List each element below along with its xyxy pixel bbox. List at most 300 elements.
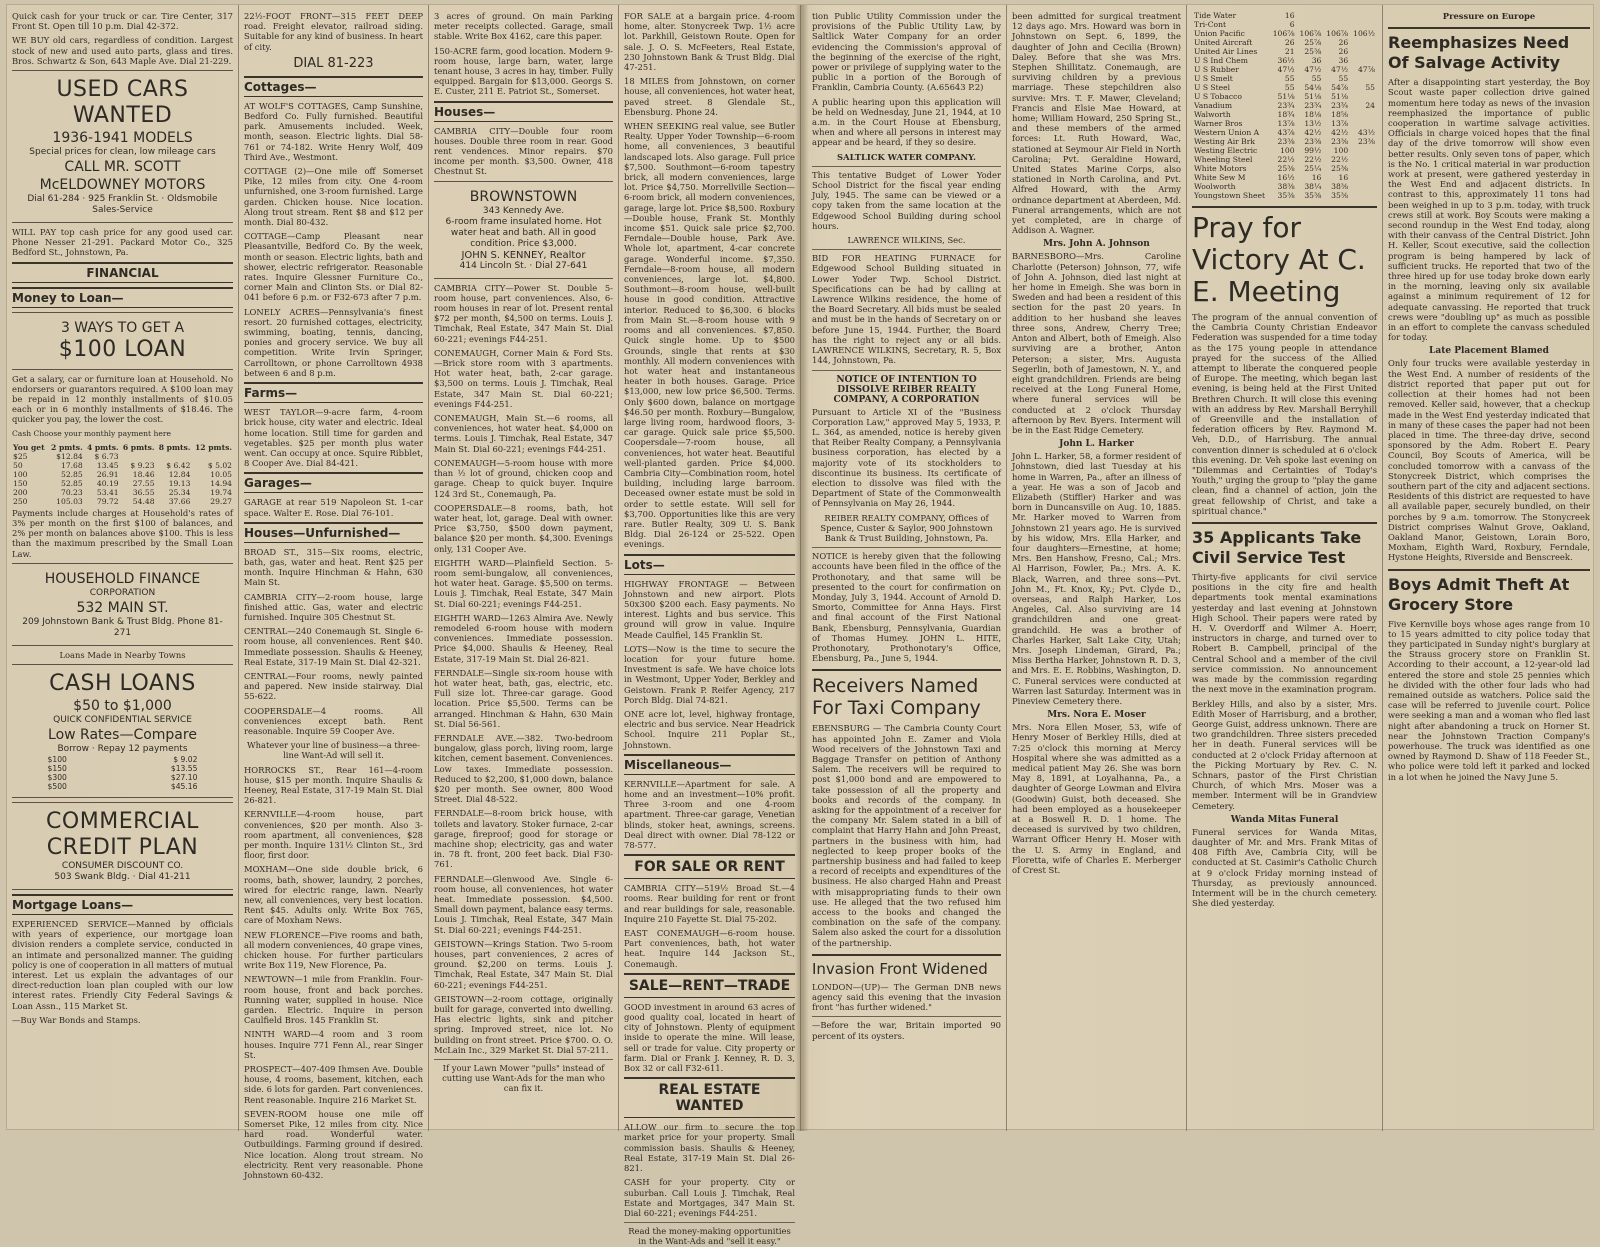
brownstown-realtor: JOHN S. KENNEY, Realtor: [461, 249, 586, 261]
farms-heading: Farms—: [244, 382, 423, 403]
rate-row: [12, 497, 233, 506]
table-cell: 16½: [1277, 173, 1295, 182]
stock-row: [1192, 164, 1377, 173]
classified-ad: CAMBRIA CITY—519½ Broad St.—4 rooms. Rear building for rent or front and rear buildings for sale, reasonable. Inquire 210 Fayette St. Dial 75-202.: [624, 883, 795, 924]
table-cell: 8 pmts.: [158, 442, 191, 452]
table-cell: [1350, 182, 1377, 191]
table-cell: 23⅜: [1304, 137, 1322, 146]
table-cell: [1350, 20, 1377, 29]
loan-text: Get a salary, car or furniture loan at Household. No endorsers or guarantors required. A $100 loan may be repaid in 12 monthly installments of $10.05 each or in 6 monthly installments of $18.46. The quicker you pay, the lower the cost.: [12, 373, 233, 425]
dissolution-heading: NOTICE OF INTENTION TO DISSOLVE REIBER REALTY COMPANY, A CORPORATION: [833, 374, 980, 405]
table-cell: $ 6.73: [94, 451, 119, 461]
stock-row: [1192, 128, 1377, 137]
table-cell: 47⅞: [1357, 65, 1375, 74]
table-cell: 54.48: [132, 496, 155, 506]
table-cell: 36: [1311, 56, 1322, 65]
stock-row: [1192, 20, 1377, 29]
table-cell: U S Ind Chem: [1194, 56, 1248, 65]
table-cell: Western Union A: [1194, 128, 1260, 137]
column-real-estate: [619, 5, 801, 1247]
borrow-row: [47, 773, 199, 782]
classified-ad: NEWTOWN—1 mile from Franklin. Four-room house, front and back porches. Running water, supplied in house. Nice garden. Electric. Inquire in person Caulfield Bros. 145 Franklin St.: [244, 974, 423, 1026]
classified-ad: CENTRAL—240 Conemaugh St. Single 6-room house, all conveniences. Rent $40. Immediate possession. Shaulis & Heeney, Real Estate, 317-19 Main St. Dial 42-321.: [244, 626, 423, 667]
table-cell: 35⅜: [1277, 191, 1295, 200]
table-cell: [1350, 56, 1377, 65]
cash-loans-service: QUICK CONFIDENTIAL SERVICE: [53, 715, 192, 726]
stock-row: [1192, 173, 1377, 182]
used-cars-title2: WANTED: [72, 103, 173, 129]
legal-notice: BID FOR HEATING FURNACE for Edgewood School Building situated in Lower Yoder Twp. School District. Specifications can be had by calling at Lawrence Wilkins residence, the home of the Board Secretary. All bids must be sealed and must be in the hands of Secretary on or before June 15, 1944. Further, the Board has the right to reject any or all bids. LAWRENCE WILKINS, Secretary, R. 5, Box 144, Johnstown, Pa.: [812, 253, 1001, 366]
table-cell: 106⅞: [1326, 29, 1349, 38]
saltlick-signature: SALTLICK WATER COMPANY.: [837, 151, 976, 162]
article-body: Funeral services for Wanda Mitas, daughter of Mr. and Mrs. Frank Mitas of 408 Fifth Ave, Cambria City, will be conducted at St. Casimir's Catholic Church at 9 o'clock Friday morning instead of Thursday, as previously announced. Interment will be in the church cemetery. She died yesterday.: [1192, 826, 1377, 909]
table-cell: You get: [13, 442, 45, 452]
classified-ad: 3 acres of ground. On main Parking meter receipts collected. Garage, small stable. Write Box 4162, care this paper.: [434, 11, 613, 42]
classified-ad: CONEMAUGH—5-room house with more than ½ lot of ground, chicken coop and garage. Cheap to quick buyer. Inquire 124 3rd St., Conemaugh, Pa.: [434, 457, 613, 499]
article-body: The program of the annual convention of the Cambria County Christian Endeavor Federation was suspended for a time today as the 175 young people in attendance prayed for the success of the Allied attempt to liberate the conquered people of Europe. The meeting, which began last evening, is being held at the First United Brethren Church. It will close this evening with an address by Rev. Marshall Berryhill of Greenville and the installation of federation officers by Rev. Raymond M. Veh, D.D., of Harrisburg. The annual convention dinner is scheduled at 6 o'clock this evening. Dr. Veh spoke last evening on "Dilemmas and Certainties of Today's Youth," urging the group to "play the game clean, find a channel of action, join the great fellowship of Christ, and take a spiritual chance.": [1192, 312, 1377, 516]
table-cell: $150: [47, 764, 67, 774]
classified-ad: KERNVILLE—Apartment for sale. A home and an investment—10% profit. Three 3-room and one 4-room apartment. Three-car garage, Venetian blinds, stoker heat, awnings, screens. Deal direct with owner. Dial 78-122 or 78-577.: [624, 778, 795, 851]
classified-ad: BROAD ST., 315—Six rooms, electric, bath, gas, water and heat. Rent $25 per month. Inquire Hinchman & Hahn, 630 Main St.: [244, 546, 423, 588]
table-cell: 23⅜: [1331, 137, 1349, 146]
reiber-signature: REIBER REALTY COMPANY, Offices of Spence, Custer & Saylor, 900 Johnstown Bank & Trust Building, Johnstown, Pa.: [820, 512, 993, 543]
classified-ad: FERNDALE—Glenwood Ave. Single 6-room house, all conveniences, hot water heat. Immediate possession. $4,500. Small down payment, balance easy terms. Louis J. Timchak, Real Estate, 347 Main St. Dial 60-221; evenings F44-251.: [434, 873, 613, 935]
brownstown-ad: [434, 181, 613, 279]
mitas-heading: Wanda Mitas Funeral: [1230, 814, 1339, 825]
column-classifieds-finance: [7, 5, 239, 1131]
table-cell: Tide Water: [1194, 11, 1237, 20]
table-cell: 22½: [1331, 155, 1349, 164]
divider: [812, 370, 1001, 371]
table-cell: Tri-Cont: [1194, 20, 1227, 29]
table-cell: 16: [1311, 173, 1322, 182]
table-cell: $ 9.02: [173, 755, 198, 765]
table-cell: [1350, 47, 1377, 56]
table-cell: [1350, 191, 1377, 200]
household-name: HOUSEHOLD FINANCE: [44, 570, 201, 587]
column-houses-for-sale: [429, 5, 619, 1131]
late-placement-heading: Late Placement Blamed: [1429, 346, 1549, 357]
classified-ad: EIGHTH WARD—1263 Almira Ave. Newly remodeled 6-room house with modern conveniences. Immediate possession. Price $4,000. Shaulis & Heeney, Real Estate, 317-19 Main St. Dial 26-821.: [434, 612, 613, 664]
cash-loans-range: $50 to $1,000: [73, 698, 172, 715]
table-cell: 100: [1280, 146, 1295, 155]
three-ways-line: 3 WAYS TO GET A: [60, 319, 185, 336]
column-local-news: [1383, 5, 1595, 1131]
headline-fragment: Pressure on Europe: [1442, 11, 1536, 21]
used-cars-ad: [12, 70, 233, 223]
table-cell: 38⅜: [1331, 182, 1349, 191]
stock-row: [1192, 92, 1377, 101]
loan-rate-table: [12, 443, 233, 506]
classified-ad: COTTAGE (2)—One mile off Somerset Pike, 12 miles from city. One 4-room unfurnished, one 3-room furnished. Large garden. Chicken house. Nice location. Along trout stream. Rent $8 and $12 per month. Dial 80-432.: [244, 166, 423, 228]
classified-ad: FERNDALE—8-room brick house, with toilets and lavatory. Stoker furnace, 2-car garage, fireproof; good for storage or machine shop; electricity, gas and water in. 78 ft. front, 200 feet back. Dial F30-761.: [434, 808, 613, 870]
mortgage-text: EXPERIENCED SERVICE—Manned by officials with years of experience, our mortgage loan division renders a complete service, conducted in an intimate and personalized manner. The guiding policy is one of cooperation in all matters of mutual interest. Let us explain the advantages of our direct-reduction loan plan coupled with our low interest rates. Friendly City Federal Savings & Loan Assn., 115 Market St.: [12, 919, 233, 1011]
classified-ad: ALLOW our firm to secure the top market price for your property. Small commission basis. Shaulis & Heeney, Real Estate, 317-19 Main St. Dial 26-821.: [624, 1122, 795, 1174]
classified-ad: CONEMAUGH, Main St.—6 rooms, all conveniences, hot water heat. $4,000 on terms. Louis J. Timchak, Real Estate, 347 Main St. Dial 60-221; evenings F44-251.: [434, 413, 613, 454]
stock-row: [1192, 101, 1377, 110]
table-cell: 79.72: [96, 496, 119, 506]
table-cell: $25: [13, 451, 28, 461]
rate-row: [12, 452, 233, 461]
table-cell: 27.55: [132, 478, 155, 488]
article-body: Mrs. Nora Ellen Moser, 53, wife of Henry Moser of Berkley Hills, died at 7:25 o'clock this morning at Mercy Hospital where she was admitted as a medical patient May 26. She was born May 8, 1891, at Loyalhanna, Pa., a daughter of George Lowman and Elvira (Goodwin) Guist, both deceased. She had been employed as a housekeeper at a Boswell R. D. 1 home. The deceased is survived by two children, Warrant Officer Henry H. Moser with the U. S. Army in England, and Floretta, wife of Charles E. Merberger of Crest St.: [1012, 722, 1181, 876]
article-body: John L. Harker, 58, a former resident of Johnstown, died last Tuesday at his home in Warren, Pa., after an illness of a year. He was a son of Jacob and Elizabeth (Stiffler) Harker and was born in Duncansville on Aug. 10, 1885. Mr. Harker moved to Warren from Johnstown 21 years ago. He is survived by his widow, Mrs. Ella Harker, and four daughters—Ernestine, at home; Mrs. Ben Hanshow, Fresno, Cal.; Mrs. Al Harrison, Fowler, Pa.; Mrs. A. K. Black, Warren, and three sons—Pvt. John M., Ft. Knox, Ky.; Pvt. Clyde D., overseas, and Ralph Harker, Los Angeles, Cal. Also surviving are 14 grandchildren and one great-grandchild. He was a brother of Charles Harker, Salt Lake City, Utah; Mrs. Joseph Lindeman, Girard, Pa.; Miss Bertha Harker, Johnstown R. D. 3, and Mrs. E. E. Robbins, Washington, D. C. Funeral services were conducted at Warren last Saturday. Interment was in Pineview Cemetery there.: [1012, 451, 1181, 706]
financial-heading: FINANCIAL: [12, 262, 233, 283]
table-cell: $45.16: [170, 782, 198, 792]
commercial-title: COMMERCIAL: [46, 809, 199, 835]
legal-notice: tion Public Utility Commission under the provisions of the Public Utility Law, by Saltlick Water Company for an order evidencing the Commission's approval of the beginning of the exercise of the right, power or privilege of supplying water to the public in a portion of the Borough of Franklin, Cambria County. (A.65643 P.2): [812, 11, 1001, 93]
borrow-row: [47, 782, 199, 791]
table-cell: 106⅞: [1272, 29, 1295, 38]
table-cell: White Motors: [1194, 164, 1247, 173]
classified-ad: FOR SALE at a bargain price. 4-room home, alter. Stonycreek Twp. 1½ acre lot. Parkhill, Geistown Route. Open for sale. J. O. S. McFeeters, Real Estate, 230 Johnstown Bank & Trust Bldg. Dial 47-251.: [624, 11, 795, 73]
legal-notice: A public hearing upon this application will be held on Wednesday, June 21, 1944, at 10 a.m. in the Court House at Ebensburg, when and where all persons in interest may appear and be heard, if they so desire.: [812, 96, 1001, 148]
borrow-row: [47, 755, 199, 764]
table-cell: 47½: [1277, 65, 1295, 74]
classified-ad: SEVEN-ROOM house one mile off Somerset Pike, 12 miles from city. Nice hard road. Wonderful water. Outbuildings. Farming ground if desired. Nice location. Along trout stream. No electricity. Rent very reasonable. Phone Johnstown 60-432.: [244, 1108, 423, 1181]
stock-row: [1192, 29, 1377, 38]
table-cell: 70.23: [60, 487, 83, 497]
table-cell: 99½: [1304, 146, 1322, 155]
stock-row: [1192, 119, 1377, 128]
table-cell: 23⅜: [1277, 137, 1295, 146]
legal-notice: This tentative Budget of Lower Yoder School District for the fiscal year ending July, 1945. The same can be viewed or a copy taken from the same location at the Edgewood School Building during school hours.: [812, 169, 1001, 231]
table-cell: 12.84: [168, 469, 191, 479]
real-estate-wanted-heading: REAL ESTATE WANTED: [624, 1077, 795, 1118]
table-cell: [1350, 92, 1377, 101]
stock-row: [1192, 56, 1377, 65]
table-cell: 16: [1284, 11, 1295, 20]
table-cell: 52.85: [60, 478, 83, 488]
table-cell: White Sew M: [1194, 173, 1246, 182]
table-cell: 36: [1338, 56, 1349, 65]
table-cell: 10.05: [210, 469, 232, 479]
table-cell: U S Tobacco: [1194, 92, 1242, 101]
table-cell: Warner Bros: [1194, 119, 1243, 128]
want-ad-tip: Whatever your line of business—a three-line Want-Ad will sell it.: [247, 740, 420, 761]
table-cell: $ 9.23: [130, 460, 155, 470]
table-cell: 18⅝: [1331, 110, 1349, 119]
classified-ad: KERNVILLE—4-room house, part conveniences, $20 per month. Also 3-room apartment, all conveniences, $28 per month. Inquire 131½ Clinton St., 3rd floor, first door.: [244, 809, 423, 861]
cash-loans-ad: [12, 664, 233, 798]
classified-ad: COOPERSDALE—4 rooms. All conveniences except bath. Rent reasonable. Inquire 59 Cooper Ave.: [244, 705, 423, 736]
classified-ad: COOPERSDALE—8 rooms, bath, hot water heat, lot, garage. Deal with owner. Price $3,750, $500 down payment, balance $20 per month. $4,300. Evenings only, 131 Cooper Ave.: [434, 502, 613, 554]
commercial-credit-ad: [12, 802, 233, 890]
column-rentals: [239, 5, 429, 1181]
table-cell: [120, 452, 156, 461]
table-cell: 51⅛: [1277, 92, 1295, 101]
table-cell: [1323, 11, 1350, 20]
rate-row: [12, 488, 233, 497]
classified-ad: LONELY ACRES—Pennsylvania's finest resort. 20 furnished cottages, electricity, swimming, boating, tennis, dancing, ponies and grocery service. We buy all competition. Write Irvin Springer, Carrolltown, or phone Carrolltown 4938 between 6 and 8 p.m.: [244, 306, 423, 378]
table-cell: United Air Lines: [1194, 47, 1258, 56]
table-cell: 13½: [1304, 119, 1322, 128]
classified-ad: GARAGE at rear 519 Napoleon St. 1-car space. Walter E. Rose. Dial 76-101.: [244, 497, 423, 518]
brownstown-title: BROWNSTOWN: [469, 188, 578, 205]
stock-row: [1192, 155, 1377, 164]
payment-text: Payments include charges at Household's rates of 3% per month on the first $100 of balances, and 2% per month on balances above $100. This is less than the maximum prescribed by the Small Loan Law.: [12, 507, 233, 559]
butler-realty-ad: WHEN SEEKING real value, see Butler Realty. Upper Yoder Township—6-room home, all conveniences, 3 beautiful landscaped lots. Also garage. Full price $7,500. Southmont—6-room tapestry brick, all modern conveniences, large lot. Price $4,750. Morrellville Section—6-room brick, all modern conveniences, garage, large lot. Price $8,500. Roxbury—Double house, Frank St. Monthly income $51. Quick sale price $2,700. Ferndale—Double house, Park Ave. Whole lot, apartment, 4-car concrete garage. Wonderful income. $7,350. Ferndale—8-room house, all modern conveniences, large lot. $4,800. Southmont—8-room house, well-built house in good condition. Attractive interior. Reduced to $6,300. 6 blocks from Main St.—8-room house with 9 rooms and all conveniences. $7,850. Quick single home. Up to $500 Grounds, single that rents at $30 monthly. All modern conveniences with hot water heat and instantaneous heater in both houses. Garage. Price $13,000, new low price $6,500. Terms. Only $600 down, balance on mortgage $46.50 per month. Roxbury—Bungalow, large living room, hardwood floors, 3-car garage. Quick sale price $5,500. Coopersdale—7-room house, all conveniences, hot water heat. Beautiful well-planted garden. Price $4,000. Cambria City—Combination room, hotel building, including large barroom. Deceased owner estate must be sold in order to settle estate. Will sell for $3,700. Opportunities like this are very rare. Butler Realty, 309 U. S. Bank Bldg. Dial 26-124 or 25-522. Open evenings.: [624, 121, 795, 550]
classified-ad: CENTRAL—Four rooms, newly painted and papered. New inside stairway. Dial 55-622.: [244, 670, 423, 702]
table-cell: 38¼: [1304, 182, 1322, 191]
table-cell: 37.66: [168, 496, 191, 506]
table-cell: [1350, 155, 1377, 164]
consumer-discount: CONSUMER DISCOUNT CO.: [61, 861, 184, 872]
article-body: Only four trucks were available yesterday in the West End. A number of residents of the district reported that paper put out for collection at their homes had not been removed. Keller said, however, that a checkup made in the West End yesterday indicated that in many of these cases the paper had not been placed in time. The three-day drive, second sponsored by the Adm. Robert E. Peary Council, Boy Scouts of America, will be concluded tomorrow with a canvass of the Stonycreek District, which comprises the southern part of the city and adjacent sections. Residents of this district are requested to have all available paper, securely bundled, on their porches by 9 a.m. tomorrow. The Stonycreek District comprises Walnut Grove, Oakland, Oakland Manor, Geistown, Lorain Boro, Moxham, Eighth Ward, Roxbury, Ferndale, Hystone Heights, Riverside and Benscreek.: [1388, 358, 1590, 563]
mortgage-heading: Mortgage Loans—: [12, 894, 233, 915]
table-cell: 50: [13, 460, 23, 470]
table-cell: 38⅜: [1277, 182, 1295, 191]
table-cell: Wheeling Steel: [1194, 155, 1253, 164]
classified-ad: AT WOLF'S COTTAGES, Camp Sunshine, Bedford Co. Fully furnished. Beautiful park. Amusements included. Week, month, season. Electric lights. Dial 58-761 or 74-182. Write Henry Wolf, 409 Third Ave., Westmont.: [244, 100, 423, 162]
table-cell: Youngstown Sheet: [1194, 191, 1266, 200]
divider: [812, 249, 1001, 250]
household-corp: CORPORATION: [89, 587, 156, 598]
table-cell: 13.45: [96, 460, 119, 470]
table-cell: Walworth: [1194, 110, 1231, 119]
table-cell: $12.84: [56, 451, 83, 461]
britain-filler: —Before the war, Britain imported 90 percent of its oysters.: [812, 1020, 1001, 1041]
classified-ad: CASH for your property. City or suburban. Call Louis J. Timchak, Real Estate and Mortgages, 347 Main St. Dial 60-221; evenings F44-251.: [624, 1177, 795, 1218]
classified-ad: Quick cash for your truck or car. Tire Center, 317 Front St. Open till 10 p.m. Dial 42-372.: [12, 11, 233, 32]
table-cell: 23⅜: [1357, 137, 1375, 146]
brownstown-address: 343 Kennedy Ave.: [482, 205, 565, 216]
table-cell: $13.55: [170, 764, 198, 774]
table-cell: 22½: [1277, 155, 1295, 164]
classified-ad: MOXHAM—One side double brick, 6 rooms, bath, shower, laundry, 2 porches, wired for electric range, lawn. Nearly new, all conveniences, very best location. Rent $45. Adults only. Write Box 765, care of Moxham News.: [244, 864, 423, 926]
household-bldg: 209 Johnstown Bank & Trust Bldg. Phone 81-271: [22, 616, 223, 638]
money-to-loan-heading: Money to Loan—: [12, 287, 233, 308]
stock-row: [1192, 83, 1377, 92]
table-cell: [191, 452, 233, 461]
article-body: LONDON—(UP)— The German DNB news agency said this evening that the invasion front "has further widened.": [812, 981, 1001, 1013]
table-cell: Westing Electric: [1194, 146, 1258, 155]
table-cell: 53.41: [96, 487, 119, 497]
used-cars-title: USED CARS: [56, 77, 189, 103]
table-cell: U S Rubber: [1194, 65, 1239, 74]
classified-ad: GOOD investment in around 63 acres of good quality coal, located in heart of city of Johnstown. Plenty of equipment inside to operate the mine. Will lease, sell or trade for value. City property or farm. Dial or Frank J. Kenney, R. D. 3, Box 32 or call F32-611.: [624, 1001, 795, 1074]
houses-heading: Houses—: [434, 101, 613, 122]
table-cell: [1350, 110, 1377, 119]
classified-ad: CONEMAUGH, Corner Main & Ford Sts.—Brick store room with 3 apartments. Hot water heat, bath, 2-car garage. $3,500 on terms. Louis J. Timchak, Real Estate, 347 Main St. Dial 60-221; evenings F44-251.: [434, 347, 613, 409]
salvage-headline: Reemphasizes Need Of Salvage Activity: [1388, 27, 1590, 73]
classified-ad: CAMBRIA CITY—2-room house, large finished attic. Gas, water and electric furnished. Inquire 305 Chestnut St.: [244, 591, 423, 622]
lawn-mower-tip: If your Lawn Mower "pulls" instead of cutting use Want-Ads for the man who can fix it.: [442, 1063, 605, 1094]
stock-row: [1192, 137, 1377, 146]
table-cell: [1350, 74, 1377, 83]
borrow-table: [47, 755, 199, 791]
table-cell: 42½: [1331, 128, 1349, 137]
table-cell: 250: [13, 496, 28, 506]
article-body: been admitted for surgical treatment 12 days ago. Mrs. Howard was born in Johnstown on Sept. 6, 1899, the daughter of John and Cecilia (Brown) Daley. Before that she was Mrs. Stephen Shillitatz. Conemaugh, are surviving children by a previous marriage. These stepchildren also survive: Mrs. T. F. Mawer, Cleveland; Francis and Elsie Mae Howard, at home; William Howard, 250 Spring St., and these members of the armed forces: Lt. Ruth Howard, Wac, stationed at Seymour Air Field in North Carolina; Pvt. Geraldine Howard, United States Marine Corps, also stationed in North Carolina, and Pvt. Alfred Howard, with the Army ordnance department at Aberdeen, Md. Funeral arrangements, which are not yet completed, are in charge of Addison A. Wagner.: [1012, 11, 1182, 236]
rate-row: [12, 479, 233, 488]
article-body: Thirty-five applicants for civil service positions in the city fire and health departments took mental examinations yesterday and last evening at Johnstown High School. Their papers were rated by H. V. Overdorff and Wilmer A. Hoerr, instructors in charge, and turned over to Robert B. Campbell, principal of the Central School and a member of the civil service commission. No announcement was made by the commission regarding the next move in the examination program.: [1192, 572, 1377, 695]
used-cars-special: Special prices for clean, low mileage cars: [29, 147, 216, 158]
table-cell: United Aircraft: [1194, 38, 1253, 47]
table-cell: 43⅞: [1277, 128, 1295, 137]
table-cell: 14.94: [210, 478, 232, 488]
harker-heading: John L. Harker: [1059, 439, 1134, 450]
table-cell: [156, 452, 192, 461]
table-cell: $ 6.42: [166, 460, 191, 470]
table-cell: 150: [13, 478, 28, 488]
stock-row: [1192, 38, 1377, 47]
table-cell: [1323, 20, 1350, 29]
commercial-dial: 503 Swank Bldg. · Dial 41-211: [54, 872, 191, 883]
article-body: BARNESBORO—Mrs. Caroline Charlotte (Peterson) Johnson, 77, wife of John A. Johnson, died last night at her home in Emeigh. She was born in Sweden and had been a resident of this section for the past 20 years. In addition to her husband she leaves three sons, Andrew, Cherry Tree; Anton and Albert, both of Emeigh. Also surviving are a brother, Anton Peterson; a sister, Mrs. Augusta Segerlin, both of Jamestown, N. Y., and eight grandchildren. Friends are being received at the Long Funeral Home, where funeral services will be conducted at 2 o'clock Thursday afternoon by Rev. Byers. Interment will be in the East Ridge Cemetery.: [1012, 251, 1181, 435]
classified-ad: WE BUY old cars, regardless of condition. Largest stock of new and used auto parts, glass and tires. Bros. Schwartz & Son, 643 Maple Ave. Dial 21-229.: [12, 35, 233, 66]
rate-row: [12, 470, 233, 479]
borrow-caption: Borrow · Repay 12 payments: [57, 744, 188, 755]
table-cell: [1297, 11, 1324, 20]
used-cars-dial: Dial 61-284 · 925 Franklin St. · Oldsmobile Sales-Service: [27, 194, 218, 216]
moser-heading: Mrs. Nora E. Moser: [1047, 710, 1146, 721]
stock-row: [1192, 11, 1377, 20]
table-cell: 52.85: [60, 469, 83, 479]
nearby-towns: Loans Made in Nearby Towns: [59, 649, 186, 660]
houses-unfurnished-heading: Houses—Unfurnished—: [244, 522, 423, 543]
table-cell: 26: [1284, 38, 1295, 47]
table-cell: $300: [47, 773, 67, 783]
table-cell: 25⅜: [1304, 47, 1322, 56]
table-cell: 24: [1365, 101, 1375, 110]
classified-ad: GEISTOWN—Krings Station. Two 5-room houses, part conveniences, 2 acres of ground. $2,200 on terms. Louis J. Timchak, Real Estate, 347 Main St. Dial 60-221; evenings F44-251.: [434, 938, 613, 990]
legal-notice: Pursuant to Article XI of the "Business Corporation Law," approved May 5, 1933, P. L. 364, as amended, notice is hereby given that Reiber Realty Company, a Pennsylvania business corporation, has elected by a majority vote of its stockholders to discontinue its business. Its certificate of election to dissolve was filed with the Department of State of the Commonwealth of Pennsylvania on May 26, 1944.: [812, 406, 1001, 509]
table-cell: 40.19: [96, 478, 119, 488]
divider: [812, 1016, 1001, 1017]
classified-ad: PROSPECT—407-409 Ihmsen Ave. Double house, 4 rooms, basement, kitchen, each side. 6 lots for garden. Part conveniences. Rent reasonable. Inquire 216 Market St.: [244, 1064, 423, 1105]
classified-ad: WILL PAY top cash price for any good used car. Phone Nesser 21-291. Packard Motor Co., 325 Bedford St., Johnstown, Pa.: [12, 227, 233, 258]
table-cell: Woolworth: [1194, 182, 1236, 191]
table-cell: [1297, 20, 1324, 29]
table-cell: [1350, 173, 1377, 182]
divider: [434, 1059, 613, 1060]
receivers-headline: Receivers Named For Taxi Company: [812, 669, 1001, 719]
stock-row: [1192, 110, 1377, 119]
boys-theft-headline: Boys Admit Theft At Grocery Store: [1388, 569, 1590, 615]
table-cell: 12 pmts.: [195, 442, 232, 452]
cash-loans-rates: Low Rates—Compare: [48, 727, 197, 744]
table-cell: 25⅜: [1277, 164, 1295, 173]
classified-ad: CAMBRIA CITY—Power St. Double 5-room house, part conveniences. Also, 6-room houses in rear of lot. Present rental $72 per month, $4,500 on terms. Louis J. Timchak, Real Estate, 347 Main St. Dial 60-221; evenings F44-251.: [434, 282, 613, 344]
three-ways-ad: [12, 312, 233, 370]
table-cell: 23¾: [1304, 101, 1322, 110]
table-cell: Union Pacific: [1194, 29, 1245, 38]
classified-ad: 18 MILES from Johnstown, on corner house, all conveniences, hot water heat, paved street. 8 Glendale St., Ebensburg. Phone 24.: [624, 76, 795, 117]
classified-ad: 22½-FOOT FRONT—315 FEET DEEP road. Freight elevator, railroad siding. Suitable for any kind of business. In heart of city.: [244, 11, 423, 52]
table-cell: 55: [1284, 83, 1295, 92]
table-cell: 2 pmts.: [51, 442, 83, 452]
table-cell: [1350, 146, 1377, 155]
column-stocks-news: [1187, 5, 1383, 1131]
table-cell: U S Smelt: [1194, 74, 1233, 83]
table-cell: 23¾: [1331, 101, 1349, 110]
money-making-tip: Read the money-making opportunities in the Want-Ads and "sell it easy.": [628, 1226, 791, 1247]
stock-table: [1192, 11, 1377, 200]
table-cell: 4 pmts.: [86, 442, 119, 452]
miscellaneous-heading: Miscellaneous—: [624, 754, 795, 775]
stock-row: [1192, 182, 1377, 191]
credit-plan-title: CREDIT PLAN: [46, 835, 199, 861]
classified-ad: WEST TAYLOR—9-acre farm, 4-room brick house, city water and electric. Ideal home location. Still time for garden and vegetables. $25 per month plus water went. Can occupy at once. Squire Ribblet, 8 Cooper Ave. Dial 84-421.: [244, 407, 423, 469]
table-cell: 47½: [1304, 65, 1322, 74]
rate-row: [12, 461, 233, 470]
table-cell: 26: [1338, 38, 1349, 47]
table-cell: 51⅛: [1304, 92, 1322, 101]
table-cell: 16: [1338, 173, 1349, 182]
table-cell: 35⅜: [1331, 191, 1349, 200]
classified-ad: EIGHTH WARD—Plainfield Section. 5-room semi-bungalow, all conveniences, hot water heat. Garage. $5,500 on terms. Louis J. Timchak, Real Estate, 347 Main St. Dial 60-221; evenings F44-251.: [434, 557, 613, 609]
table-cell: 25⅞: [1304, 38, 1322, 47]
classified-ad: COTTAGE—Camp Pleasant near Pleasantville, Bedford Co. By the week, month or season. Electric lights, bath and shower, electric refrigerator. Reasonable rates. Inquire Glessner Furniture Co., corner Main and Clinton Sts. or Dial 82-041 before 6 p.m. or F32-673 after 7 p.m.: [244, 231, 423, 303]
table-cell: 19.13: [168, 478, 191, 488]
classified-ad: FERNDALE AVE.—382. Two-bedroom bungalow, glass porch, living room, large kitchen, cement basement. Conveniences. Low taxes. Immediate possession. Reduced to $2,200, $1,000 down, balance $20 per month. See owner, 800 Wood Street. Dial 48-522.: [434, 732, 613, 805]
sale-rent-trade-heading: SALE—RENT—TRADE: [624, 973, 795, 998]
table-cell: 21: [1284, 47, 1295, 56]
wilkins-signature: LAWRENCE WILKINS, Sec.: [847, 235, 966, 246]
table-cell: 55: [1365, 83, 1375, 92]
table-cell: 43½: [1357, 128, 1375, 137]
classified-ad: 150-ACRE farm, good location. Modern 9-room house, large barn, water, large tenant house, 3 acres in hay, timber. Fully equipped. Bargain for $13,000. Georgs S. E. Custer, 211 E. Patriot St., Somerset.: [434, 45, 613, 97]
article-body: Berkley Hills, and also by a sister, Mrs. Edith Moser of Harrisburg, and a brother, George Guist, address unknown. There are two grandchildren. Three sisters preceded her in death. Funeral services will be conducted at 2 o'clock Friday afternoon at the Picking Mortuary by Rev. C. N. Schnars, pastor of the First Christian Church, of which Mrs. Moser was a member. Interment will be in Grandview Cemetery.: [1192, 698, 1377, 811]
table-cell: 26.91: [96, 469, 119, 479]
table-cell: 100: [1333, 146, 1349, 155]
table-cell: Westing Air Brk: [1194, 137, 1255, 146]
classified-ad: GEISTOWN—2-room cottage, originally built for garage, converted into dwelling. Has electric lights, sink and pitcher spring. Improved street, nice lot. No building on front street. Price $700. O. O. McLain Inc., 329 Market St. Dial 57-211.: [434, 993, 613, 1055]
war-bonds-line: —Buy War Bonds and Stamps.: [12, 1014, 141, 1025]
article-body: Five Kernville boys whose ages range from 10 to 15 years admitted to city police today that they participated in Sunday night's burglary at the Strauss grocery store on Franklin St. According to their account, a 12-year-old lad entered the store and stole 25 pennies which he divided with the other four lads who had remained outside as watchers. Police said the case will be referred to juvenile court. Police were seeking a man and a woman who fled last night after abandoning a truck on Horner St. near the Johnstown Traction Company's powerhouse. The truck was identified as one owned by Raymond D. Shaw of 118 Feeder St., who police were told left it parked and locked in a lot when he joined the Navy June 5.: [1388, 618, 1590, 782]
classified-ad: NINTH WARD—4 room and 3 room houses. Inquire 771 Fenn Al., rear Singer St.: [244, 1029, 423, 1060]
rate-row: [12, 443, 233, 452]
column-obituaries: [1007, 5, 1187, 1131]
table-cell: 36½: [1277, 56, 1295, 65]
johnson-heading: Mrs. John A. Johnson: [1043, 239, 1150, 250]
used-cars-call: CALL MR. SCOTT: [64, 159, 181, 176]
table-cell: 13⅞: [1277, 119, 1295, 128]
table-cell: 42½: [1304, 128, 1322, 137]
table-cell: 35⅜: [1304, 191, 1322, 200]
stock-row: [1192, 74, 1377, 83]
table-cell: $500: [47, 782, 67, 792]
divider: [812, 166, 1001, 167]
divider: [812, 547, 1001, 548]
table-cell: 13⅞: [1331, 119, 1349, 128]
table-cell: 29.27: [210, 496, 232, 506]
household-address: 532 MAIN ST.: [76, 599, 169, 616]
invasion-headline: Invasion Front Widened: [812, 954, 1001, 978]
article-body: EBENSBURG — The Cambria County Court has appointed John E. Zamer and Viola Wood receivers of the Johnstown Taxi and Baggage Transfer on petition of Anthony Salem. The receivers will be required to post $1,000 bond and are empowered to take possession of all the property and books and records of the company. In asking for the appointment of a receiver for the company Mr. Salem stated in a bill of complaint that Harry Hahn and John Preast, partners in the business with him, had neglected to keep proper books of the partnership business and had failed to keep a record of receipts and expenditures of the business. He also charged Hahn and Preast with misappropriating funds to their own use. He alleged that the two refused him access to the books and changed the combination on the safe of the company. Salem also asked the court for a dissolution of the partnership.: [812, 723, 1001, 948]
table-cell: 25¼: [1304, 164, 1322, 173]
table-cell: 26: [1338, 47, 1349, 56]
table-cell: 36.55: [132, 487, 155, 497]
table-cell: 23¾: [1277, 101, 1295, 110]
classified-ad: EAST CONEMAUGH—6-room house. Part conveniences, bath, hot water heat. Inquire 144 Jackson St., Conemaugh.: [624, 928, 795, 969]
table-cell: 19.74: [210, 487, 232, 497]
lots-heading: Lots—: [624, 554, 795, 575]
table-cell: 18⅛: [1304, 110, 1322, 119]
used-cars-years: 1936-1941 MODELS: [52, 130, 193, 147]
table-cell: 17.68: [60, 460, 83, 470]
classified-ad: CAMBRIA CITY—Double four room houses. Double three room in rear. Good rent vendences. Minor repairs. $70 income per month. $3,500. Owner, 418 Chestnut St.: [434, 125, 613, 177]
table-cell: 55: [1311, 74, 1322, 83]
article-body: After a disappointing start yesterday, the Boy Scout waste paper collection drive gained momentum here today as news of the invasion reemphasized the importance of public cooperation in wartime salvage activities. Officials in charge voiced hopes that the final day of the drive tomorrow will show even better results. Only seven tons of paper, which is the No. 1 critical material in war production work at present, were gathered yesterday in the West End and adjacent districts. In contrast to this, approximately 11 tons had been weighed in up to 3 p.m. today, with truck crews still at work. Boy Scouts were making a second roundup in the West End today, along with their canvass of the Central District. John H. Keller, Scout executive, said the collection program is being hampered by lack of sufficient trucks. He reported that two of the three hired up for use today broke down early in the morning, leaving only six available against a minimum requirement of 12 for adequate canvassing. He reported that truck crews were "doubling up" as much as possible in an effort to complete the canvass scheduled for today.: [1388, 77, 1590, 343]
table-cell: 106⅞: [1299, 29, 1322, 38]
dial-line: DIAL 81-223: [293, 55, 374, 71]
table-cell: 22½: [1304, 155, 1322, 164]
table-cell: 18¾: [1277, 110, 1295, 119]
for-sale-or-rent-heading: FOR SALE OR RENT: [624, 854, 795, 879]
classified-ad: LOTS—Now is the time to secure the location for your future home. Investment is safe. We have choice lots in Westmont, Upper Yoder, Berkley and Geistown. Frank P. Reifer Agency, 217 Porch Bldg. Dial 74-821.: [624, 643, 795, 705]
